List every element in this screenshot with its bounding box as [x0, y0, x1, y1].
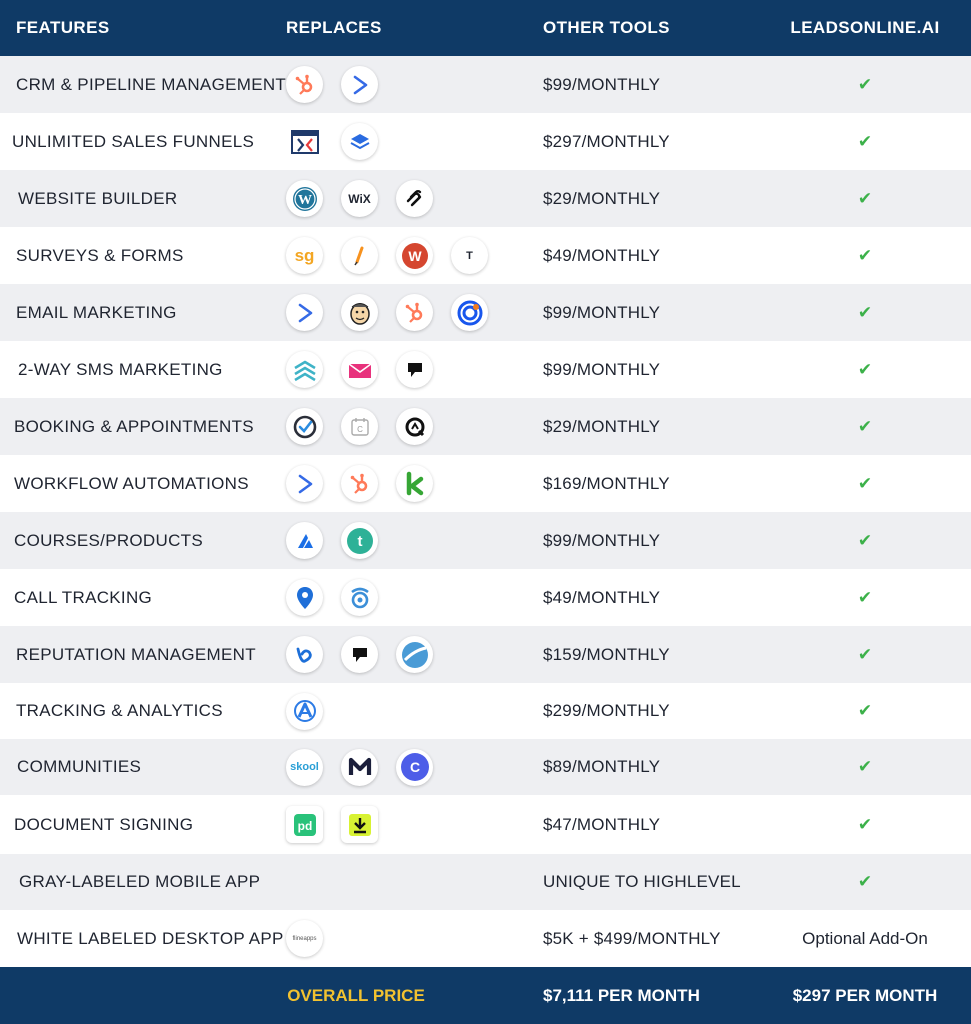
other-tools-price: $99/MONTHLY [543, 359, 661, 379]
included-check-icon: ✔ [857, 74, 873, 94]
podium-icon [341, 636, 378, 673]
header-replaces: REPLACES [286, 18, 382, 37]
other-tools-price: $297/MONTHLY [543, 131, 670, 151]
optional-add-on-label: Optional Add-On [802, 928, 928, 948]
other-tools-total: $7,111 PER MONTH [543, 985, 700, 1005]
table-row [0, 626, 971, 683]
included-check-icon: ✔ [857, 814, 873, 834]
table-row [0, 854, 971, 910]
included-check-icon: ✔ [857, 872, 873, 891]
feature-label: DOCUMENT SIGNING [14, 814, 194, 834]
replaces-logos [286, 683, 536, 739]
replaces-logos [286, 398, 536, 455]
hubspot-icon [286, 66, 323, 103]
other-tools-price: $89/MONTHLY [543, 757, 661, 776]
other-tools-price: $49/MONTHLY [543, 245, 661, 265]
other-tools-price: $299/MONTHLY [543, 701, 670, 720]
birdeye-icon [286, 636, 323, 673]
wordpress-icon [286, 180, 323, 217]
mailchimp-icon [341, 294, 378, 331]
sms-stack-icon [286, 351, 323, 388]
feature-label: BOOKING & APPOINTMENTS [14, 416, 254, 436]
svg-text:W: W [407, 247, 422, 264]
calendar-icon-letter: C [356, 424, 363, 434]
table-row [0, 227, 971, 284]
teachable-icon [341, 522, 378, 559]
replaces-logos [286, 512, 536, 569]
feature-label: WEBSITE BUILDER [18, 188, 178, 208]
teachable-letter: t [357, 532, 362, 550]
replaces-logos [286, 854, 536, 910]
replaces-logos [286, 569, 536, 626]
table-row [0, 683, 971, 739]
feature-label: SURVEYS & FORMS [16, 245, 184, 265]
feature-label: REPUTATION MANAGEMENT [16, 644, 256, 664]
podium-icon [396, 351, 433, 388]
other-tools-price: $5K + $499/MONTHLY [543, 928, 721, 948]
feature-label: CALL TRACKING [14, 587, 153, 607]
table-row [0, 56, 971, 113]
reputation-icon [396, 636, 433, 673]
table-row [0, 170, 971, 227]
overall-price-label: OVERALL PRICE [287, 985, 425, 1005]
desktop-app-icon: flineapps [286, 920, 323, 957]
included-check-icon: ✔ [857, 587, 873, 607]
other-tools-price: $29/MONTHLY [543, 188, 661, 208]
replaces-logos [286, 795, 536, 854]
squarespace-icon [396, 180, 433, 217]
included-check-icon: ✔ [857, 359, 873, 379]
table-row [0, 455, 971, 512]
hubspot-icon [396, 294, 433, 331]
table-row [0, 284, 971, 341]
included-check-icon: ✔ [857, 131, 873, 151]
wix-icon: WiX [341, 180, 378, 217]
table-row [0, 910, 971, 967]
included-check-icon: ✔ [857, 644, 873, 664]
table-row [0, 341, 971, 398]
included-check-icon: ✔ [857, 245, 873, 265]
clickfunnels-icon [286, 123, 323, 160]
jotform-icon [341, 237, 378, 274]
table-row [0, 569, 971, 626]
included-check-icon: ✔ [857, 188, 873, 208]
table-row [0, 512, 971, 569]
replaces-logos [286, 284, 536, 341]
mighty-icon [341, 749, 378, 786]
included-check-icon: ✔ [857, 416, 873, 436]
other-tools-price: $29/MONTHLY [543, 416, 661, 436]
table-header [0, 0, 971, 56]
other-tools-price: $159/MONTHLY [543, 644, 670, 664]
feature-label: 2-WAY SMS MARKETING [18, 359, 223, 379]
replaces-logos [286, 56, 536, 113]
activecampaign-icon [286, 294, 323, 331]
table-row [0, 739, 971, 795]
replaces-logos [286, 739, 536, 795]
header-brand: LEADSONLINE.AI [790, 18, 940, 37]
calendly-icon [396, 408, 433, 445]
other-tools-price: $49/MONTHLY [543, 587, 661, 607]
hubspot-icon [341, 465, 378, 502]
feature-label: EMAIL MARKETING [16, 302, 177, 322]
replaces-logos [286, 626, 536, 683]
layers-icon [341, 123, 378, 160]
svg-text:W: W [297, 192, 312, 208]
envelope-icon [341, 351, 378, 388]
typeform-icon: T [451, 237, 488, 274]
replaces-logos [286, 113, 536, 170]
replaces-logos [286, 910, 536, 967]
wufoo-icon [396, 237, 433, 274]
activecampaign-icon [286, 465, 323, 502]
callrail-pin-icon [286, 579, 323, 616]
keap-icon [396, 465, 433, 502]
activecampaign-icon [341, 66, 378, 103]
other-tools-price: $99/MONTHLY [543, 530, 661, 550]
other-tools-price: UNIQUE TO HIGHLEVEL [543, 872, 741, 891]
analytics-icon [286, 693, 323, 730]
circle-letter: C [409, 759, 420, 775]
feature-label: TRACKING & ANALYTICS [16, 701, 223, 720]
feature-label: COURSES/PRODUCTS [14, 530, 203, 550]
replaces-logos [286, 341, 536, 398]
other-tools-price: $47/MONTHLY [543, 814, 661, 834]
table-row [0, 113, 971, 170]
included-check-icon: ✔ [857, 473, 873, 493]
feature-label: WHITE LABELED DESKTOP APP [17, 928, 284, 948]
included-check-icon: ✔ [857, 302, 873, 322]
surveygizmo-icon: sg [286, 237, 323, 274]
skool-icon: skool [286, 749, 323, 786]
included-check-icon: ✔ [857, 757, 873, 776]
table-row [0, 398, 971, 455]
included-check-icon: ✔ [857, 701, 873, 720]
feature-label: WORKFLOW AUTOMATIONS [14, 473, 249, 493]
other-tools-price: $99/MONTHLY [543, 74, 661, 94]
kajabi-icon [286, 522, 323, 559]
feature-label: UNLIMITED SALES FUNNELS [12, 131, 255, 151]
check-clock-icon [286, 408, 323, 445]
pandadoc-letters: pd [297, 818, 312, 833]
table-footer [0, 967, 971, 1024]
download-sign-icon [341, 806, 378, 843]
callrail-icon [341, 579, 378, 616]
pandadoc-icon [286, 806, 323, 843]
replaces-logos [286, 227, 536, 284]
feature-label: GRAY-LABELED MOBILE APP [19, 872, 261, 891]
replaces-logos [286, 170, 536, 227]
table-row [0, 795, 971, 854]
other-tools-price: $169/MONTHLY [543, 473, 670, 493]
header-features: FEATURES [16, 18, 110, 37]
included-check-icon: ✔ [857, 530, 873, 550]
leadsonline-total: $297 PER MONTH [792, 985, 938, 1005]
calendar-icon [341, 408, 378, 445]
circle-icon [396, 749, 433, 786]
other-tools-price: $99/MONTHLY [543, 302, 661, 322]
feature-label: CRM & PIPELINE MANAGEMENT [16, 74, 287, 94]
header-other-tools: OTHER TOOLS [543, 18, 670, 37]
feature-label: COMMUNITIES [17, 757, 142, 776]
replaces-logos [286, 455, 536, 512]
constant-contact-icon [451, 294, 488, 331]
